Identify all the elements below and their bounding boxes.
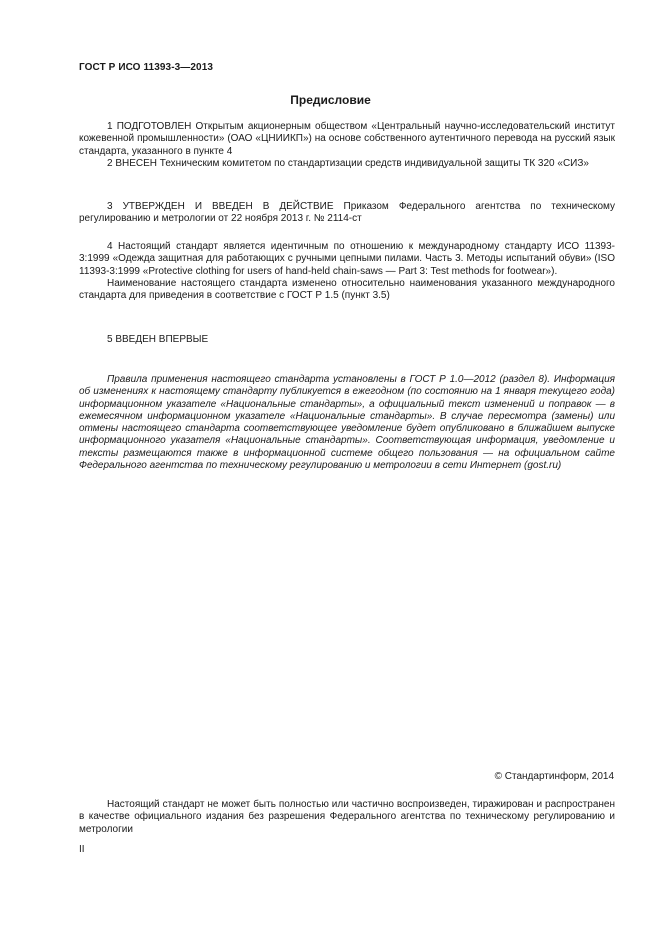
section-1-paragraph: 1 ПОДГОТОВЛЕН Открытым акционерным обществом «Центральный научно-исследовательский институт кожевенной промышленности» (ОАО «ЦНИИКП») на основе собственного аутентичного перевода на русский язык стандарта, указанного в пункте 4 [79, 121, 615, 157]
reproduction-notice [79, 799, 615, 836]
section-4-note: Наименование настоящего стандарта изменено относительно наименования указанного международного стандарта для приведения в соответствие с ГОСТ Р 1.5 (пункт 3.5) [79, 277, 615, 302]
section-5 [79, 334, 615, 346]
copyright: © Стандартинформ, 2014 [494, 771, 614, 782]
page-number: II [79, 844, 85, 855]
section-5-paragraph: 5 ВВЕДЕН ВПЕРВЫЕ [107, 334, 209, 345]
section-1-2 [79, 121, 615, 170]
section-4-paragraph: 4 Настоящий стандарт является идентичным по отношению к международному стандарту ИСО 11393-3:1999 «Одежда защитная для работающих с ручными цепными пилами. Часть 3. Методы испытаний обуви» (ISO 11393-3:1999 «Protective clothing for users of hand-held chain-saws — Part 3: Test methods for footwear»). [79, 241, 615, 277]
section-3-paragraph: 3 УТВЕРЖДЕН И ВВЕДЕН В ДЕЙСТВИЕ Приказом Федерального агентства по техническому регулированию и метрологии от 22 ноября 2013 г. № 2114-ст [79, 201, 615, 225]
section-3 [79, 201, 615, 226]
application-notice-text: Правила применения настоящего стандарта установлены в ГОСТ Р 1.0—2012 (раздел 8). Информация об изменениях к настоящему стандарту публикуется в ежегодном (по состоянию на 1 января текущего года) информационном указателе «Национальные стандарты», а официальный текст изменений и поправок — в ежемесячном информационном указателе «Национальные стандарты». В случае пересмотра (замены) или отмены настоящего стандарта соответствующее уведомление будет опубликовано в ближайшем выпуске информационного указателя «Национальные стандарты». Соответствующая информация, уведомление и тексты размещаются также в информационной системе общего пользования — на официальном сайте Федерального агентства по техническому регулированию и метрологии в сети Интернет (gost.ru) [79, 374, 615, 472]
section-2-paragraph: 2 ВНЕСЕН Техническим комитетом по стандартизации средств индивидуальной защиты ТК 320 «СИЗ» [107, 157, 589, 169]
standard-code: ГОСТ Р ИСО 11393-3—2013 [79, 62, 214, 73]
section-4 [79, 241, 615, 302]
page-title: Предисловие [290, 93, 371, 107]
application-notice [79, 374, 615, 472]
reproduction-notice-text: Настоящий стандарт не может быть полностью или частично воспроизведен, тиражирован и распространен в качестве официального издания без разрешения Федерального агентства по техническому регулированию и метрологии [79, 799, 615, 835]
